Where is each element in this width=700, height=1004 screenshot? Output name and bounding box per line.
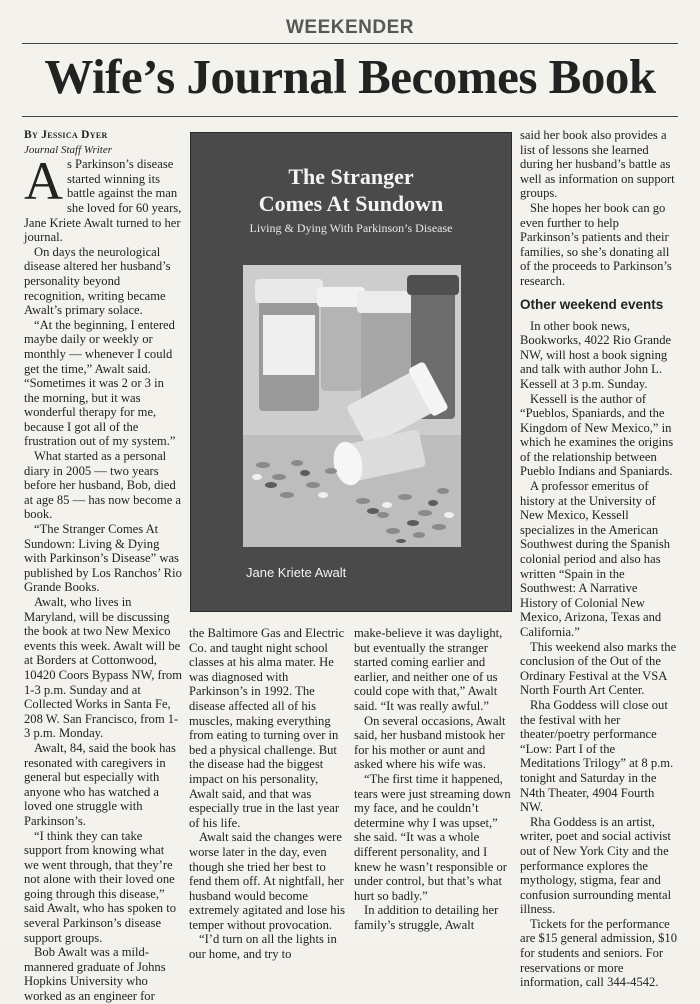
paragraph: “I think they can take support from knowing what we went through, that they’re not alone with their loved one going through this disease,” said Awalt, who has spoken to several Parkinson’s disease support groups.: [24, 828, 177, 945]
dropcap: A: [24, 151, 63, 212]
book-cover-title-line1: The Stranger: [288, 164, 414, 189]
paragraph: “At the beginning, I entered maybe daily or weekly or monthly — whenever I could get the time,” Awalt said. “Sometimes it was 2 or 3 in the morning, but it was wonderful therapy for me, because I got all of the frustration out of my system.”: [24, 317, 176, 449]
book-cover-title-line2: Comes At Sundown: [258, 191, 444, 216]
subhead-other-events: Other weekend events: [520, 296, 664, 312]
byline-title: Journal Staff Writer: [24, 143, 112, 156]
headline: Wife’s Journal Becomes Book: [44, 49, 656, 104]
paragraph: A professor emeritus of history at the University of New Mexico, Kessell specializes in the American Southwest during the Spanish colonial period and also has written “Spain in the Southwest: A Narrative History of Colonial New Mexico, Arizona, Texas and California.”: [520, 479, 671, 639]
paragraph: In addition to detailing her family’s struggle, Awalt: [354, 903, 499, 932]
paragraph: Rha Goddess will close out the festival with her theater/poetry performance “Low: Part I of the Meditations Trilogy” at 8 p.m. tonight and Saturday in the N4th Theater, 4904 Fourth NW.: [520, 697, 674, 815]
paragraph: “I’d turn on all the lights in our home, and try to: [189, 932, 337, 962]
lead-paragraph-text: s Parkinson’s disease started winning its battle against the man she loved for 60 years, Jane Kriete Awalt turned to her journal.: [24, 157, 182, 245]
book-cover-title: [191, 163, 511, 217]
paragraph: Kessell is the author of “Pueblos, Spaniards, and the Kingdom of New Mexico,” in which he examines the origins of the relationship between Pueblo Indians and Spaniards.: [520, 391, 674, 479]
section-label: WEEKENDER: [285, 17, 414, 38]
pill-bottles-illustration: [243, 265, 461, 547]
paragraph: the Baltimore Gas and Electric Co. and taught night school classes at his alma mater. He was diagnosed with Parkinson’s in 1992. The disease affected all of his muscles, making everything from eating to turning over in bed a physical challenge. But the disease had the biggest impact on his personality, Awalt said, and that was especially true in the last year of his life.: [189, 626, 345, 830]
paragraph: Rha Goddess is an artist, writer, poet and social activist out of New York City and the performance explores the mythology, stigma, fear and confusion surrounding mental illness.: [520, 814, 672, 917]
paragraph: In other book news, Bookworks, 4022 Rio Grande NW, will host a book signing and talk with author John L. Kessell at 3 p.m. Sunday.: [520, 318, 672, 391]
paragraph: “The Stranger Comes At Sundown: Living & Dying with Parkinson’s Disease” was published by Los Ranchos’ Rio Grande Books.: [24, 522, 182, 595]
paragraph: On days the neurological disease altered her husband’s personality beyond recognition, writing became Awalt’s primary solace.: [24, 244, 171, 318]
paragraph: She hopes her book can go even further to help Parkinson’s patients and their families, so she’s donating all of the proceeds to Parkinson’s research.: [520, 200, 672, 288]
paragraph: Awalt said the changes were worse later in the day, even though she tried her best to fend them off. At nightfall, her husband would become extremely agitated and lose his temper without provocation.: [189, 830, 345, 932]
paragraph: Bob Awalt was a mild-mannered graduate of Johns Hopkins University who worked as an engineer for: [24, 945, 166, 1004]
paragraph: On several occasions, Awalt said, her husband mistook her for his mother or aunt and asked where his wife was.: [354, 713, 506, 772]
book-cover-author: Jane Kriete Awalt: [246, 565, 347, 580]
paragraph: Awalt, who lives in Maryland, will be discussing the book at two New Mexico events this week. Awalt will be at Borders at Cottonwood, 10420 Coors Bypass NW, from 1-3 p.m. Sunday and at Collected Works in Santa Fe, 208 W. San Francisco, from 1-3 p.m. Monday.: [24, 595, 183, 741]
book-cover-image: [190, 132, 512, 612]
pill-bottles-photo: [243, 265, 461, 547]
lead-paragraph: [24, 151, 182, 245]
paragraph: What started as a personal diary in 2005 — two years before her husband, Bob, died at age 85 — has now become a book.: [24, 449, 182, 522]
paragraph: make-believe it was daylight, but eventually the stranger started coming earlier and earlier, and neither one of us could cope with that,” Awalt said. “It was really awful.”: [354, 626, 503, 713]
book-cover-subtitle: Living & Dying With Parkinson’s Disease: [249, 221, 453, 235]
top-rule: [22, 43, 678, 44]
column-3: [354, 626, 512, 931]
column-2: [189, 626, 347, 962]
paragraph: said her book also provides a list of lessons she learned during her husband’s battle as well as information on support groups.: [520, 128, 675, 201]
column-4: [520, 128, 678, 990]
paragraph: Awalt, 84, said the book has resonated with caregivers in general but especially with anyone who has watched a loved one struggle with Parkinson’s.: [24, 740, 176, 828]
headline-rule: [22, 116, 678, 117]
byline-author: By Jessica Dyer: [24, 129, 108, 141]
column-1: [24, 128, 183, 1004]
paragraph: This weekend also marks the conclusion of the Out of the Ordinary Festival at the VSA North Fourth Art Center.: [520, 639, 677, 698]
paragraph: “The first time it happened, tears were just streaming down my face, and he couldn’t determine why I was upset,” she said. “It was a whole different personality, and I knew he wasn’t responsible or under control, but that’s what hurt so badly.”: [354, 771, 511, 903]
paragraph: Tickets for the performance are $15 general admission, $10 for students and seniors. For reservations or more information, call 344-4542.: [520, 916, 678, 990]
